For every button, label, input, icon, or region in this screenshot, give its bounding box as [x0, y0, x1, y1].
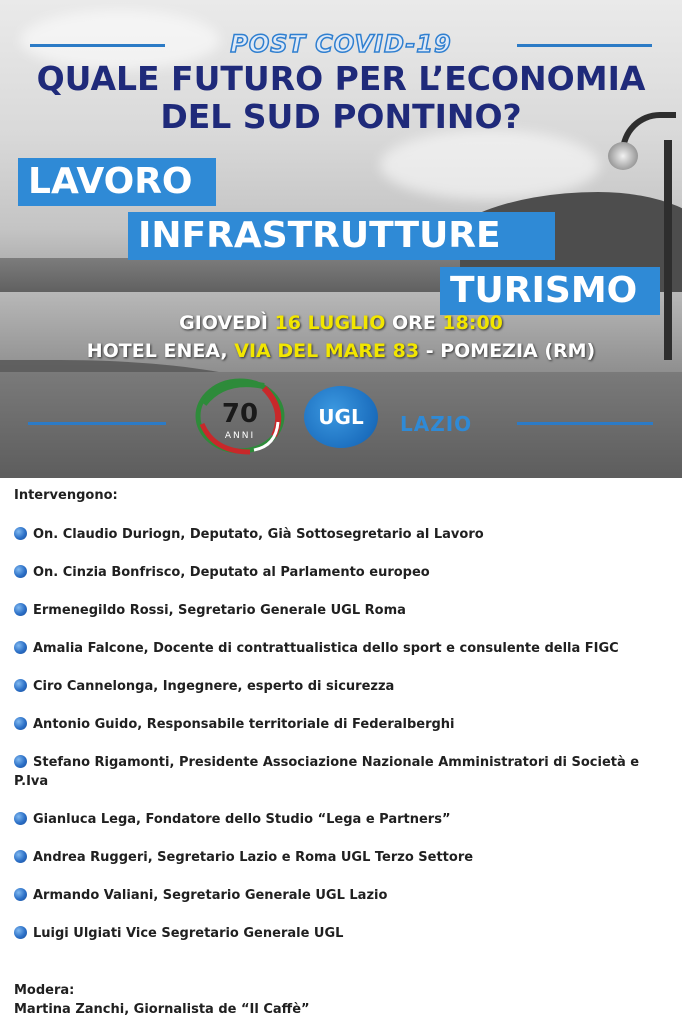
list-item	[14, 678, 394, 696]
tricolor-ring-icon	[194, 376, 286, 456]
anniversary-label: ANNI	[224, 431, 256, 441]
speaker-text: Antonio Guido, Responsabile territoriale di Federalberghi	[33, 717, 455, 732]
blue-circle-icon	[14, 641, 27, 654]
speaker-text: Armando Valiani, Segretario Generale UGL Lazio	[33, 888, 388, 903]
divider-line	[28, 422, 166, 425]
speaker-text: Gianluca Lega, Fondatore dello Studio “Lega e Partners”	[33, 812, 451, 827]
blue-circle-icon	[14, 850, 27, 863]
event-date-line	[0, 312, 682, 334]
speaker-text: Ermenegildo Rossi, Segretario Generale UGL Roma	[33, 603, 406, 618]
divider-line	[517, 422, 653, 425]
topic-infrastrutture: INFRASTRUTTURE	[128, 212, 555, 260]
speaker-text: On. Claudio Duriogn, Deputato, Già Sottosegretario al Lavoro	[33, 527, 484, 542]
list-item	[14, 849, 473, 867]
speaker-text: On. Cinzia Bonfrisco, Deputato al Parlamento europeo	[33, 565, 430, 580]
list-item	[14, 925, 343, 943]
venue-city: - POMEZIA (RM)	[425, 340, 596, 362]
speaker-text: Andrea Ruggeri, Segretario Lazio e Roma UGL Terzo Settore	[33, 850, 474, 865]
blue-circle-icon	[14, 812, 27, 825]
event-time: 18:00	[442, 312, 503, 334]
blue-circle-icon	[14, 888, 27, 901]
ugl-logo: UGL	[304, 386, 378, 448]
region-label: LAZIO	[400, 412, 473, 436]
blue-circle-icon	[14, 603, 27, 616]
list-item	[14, 716, 455, 734]
street-lamp-light	[608, 142, 638, 170]
topic-lavoro: LAVORO	[18, 158, 216, 206]
speaker-text: Ciro Cannelonga, Ingegnere, esperto di sicurezza	[33, 679, 395, 694]
list-item	[14, 887, 387, 905]
blue-circle-icon	[14, 527, 27, 540]
list-item-continuation	[14, 773, 48, 791]
list-item	[14, 526, 484, 544]
event-venue-line	[0, 340, 682, 362]
list-item	[14, 811, 451, 829]
list-item	[14, 640, 619, 658]
venue-street: VIA DEL MARE 83	[234, 340, 420, 362]
seventy-years-logo	[194, 376, 286, 456]
blue-circle-icon	[14, 926, 27, 939]
speaker-text: Luigi Ulgiati Vice Segretario Generale UGL	[33, 926, 344, 941]
event-date: 16 LUGLIO	[274, 312, 386, 334]
headline-line-1: QUALE FUTURO PER L’ECONOMIA	[36, 59, 646, 98]
moderator-name: Martina Zanchi, Giornalista de “Il Caffè”	[14, 1002, 310, 1017]
speaker-text: Stefano Rigamonti, Presidente Associazione Nazionale Amministratori di Società e	[33, 755, 640, 770]
blue-circle-icon	[14, 717, 27, 730]
speaker-text: Amalia Falcone, Docente di contrattualistica dello sport e consulente della FIGC	[33, 641, 619, 656]
list-item	[14, 564, 430, 582]
blue-circle-icon	[14, 755, 27, 768]
headline-line-2: DEL SUD PONTINO?	[160, 97, 522, 136]
speaker-text: P.Iva	[14, 774, 49, 789]
venue-hotel: HOTEL ENEA,	[86, 340, 228, 362]
moderator-label: Modera:	[14, 983, 75, 998]
blue-circle-icon	[14, 679, 27, 692]
speakers-intro: Intervengono:	[14, 488, 118, 503]
post-covid-kicker: POST COVID-19	[230, 30, 452, 58]
event-day: GIOVEDÌ	[179, 312, 268, 334]
anniversary-number: 70	[221, 399, 259, 429]
event-ore: ORE	[392, 312, 436, 334]
blue-circle-icon	[14, 565, 27, 578]
town-skyline	[0, 258, 460, 294]
topic-turismo: TURISMO	[440, 267, 660, 315]
list-item	[14, 754, 639, 772]
list-item	[14, 602, 406, 620]
cloud-shape	[380, 130, 600, 200]
event-poster	[0, 0, 682, 478]
